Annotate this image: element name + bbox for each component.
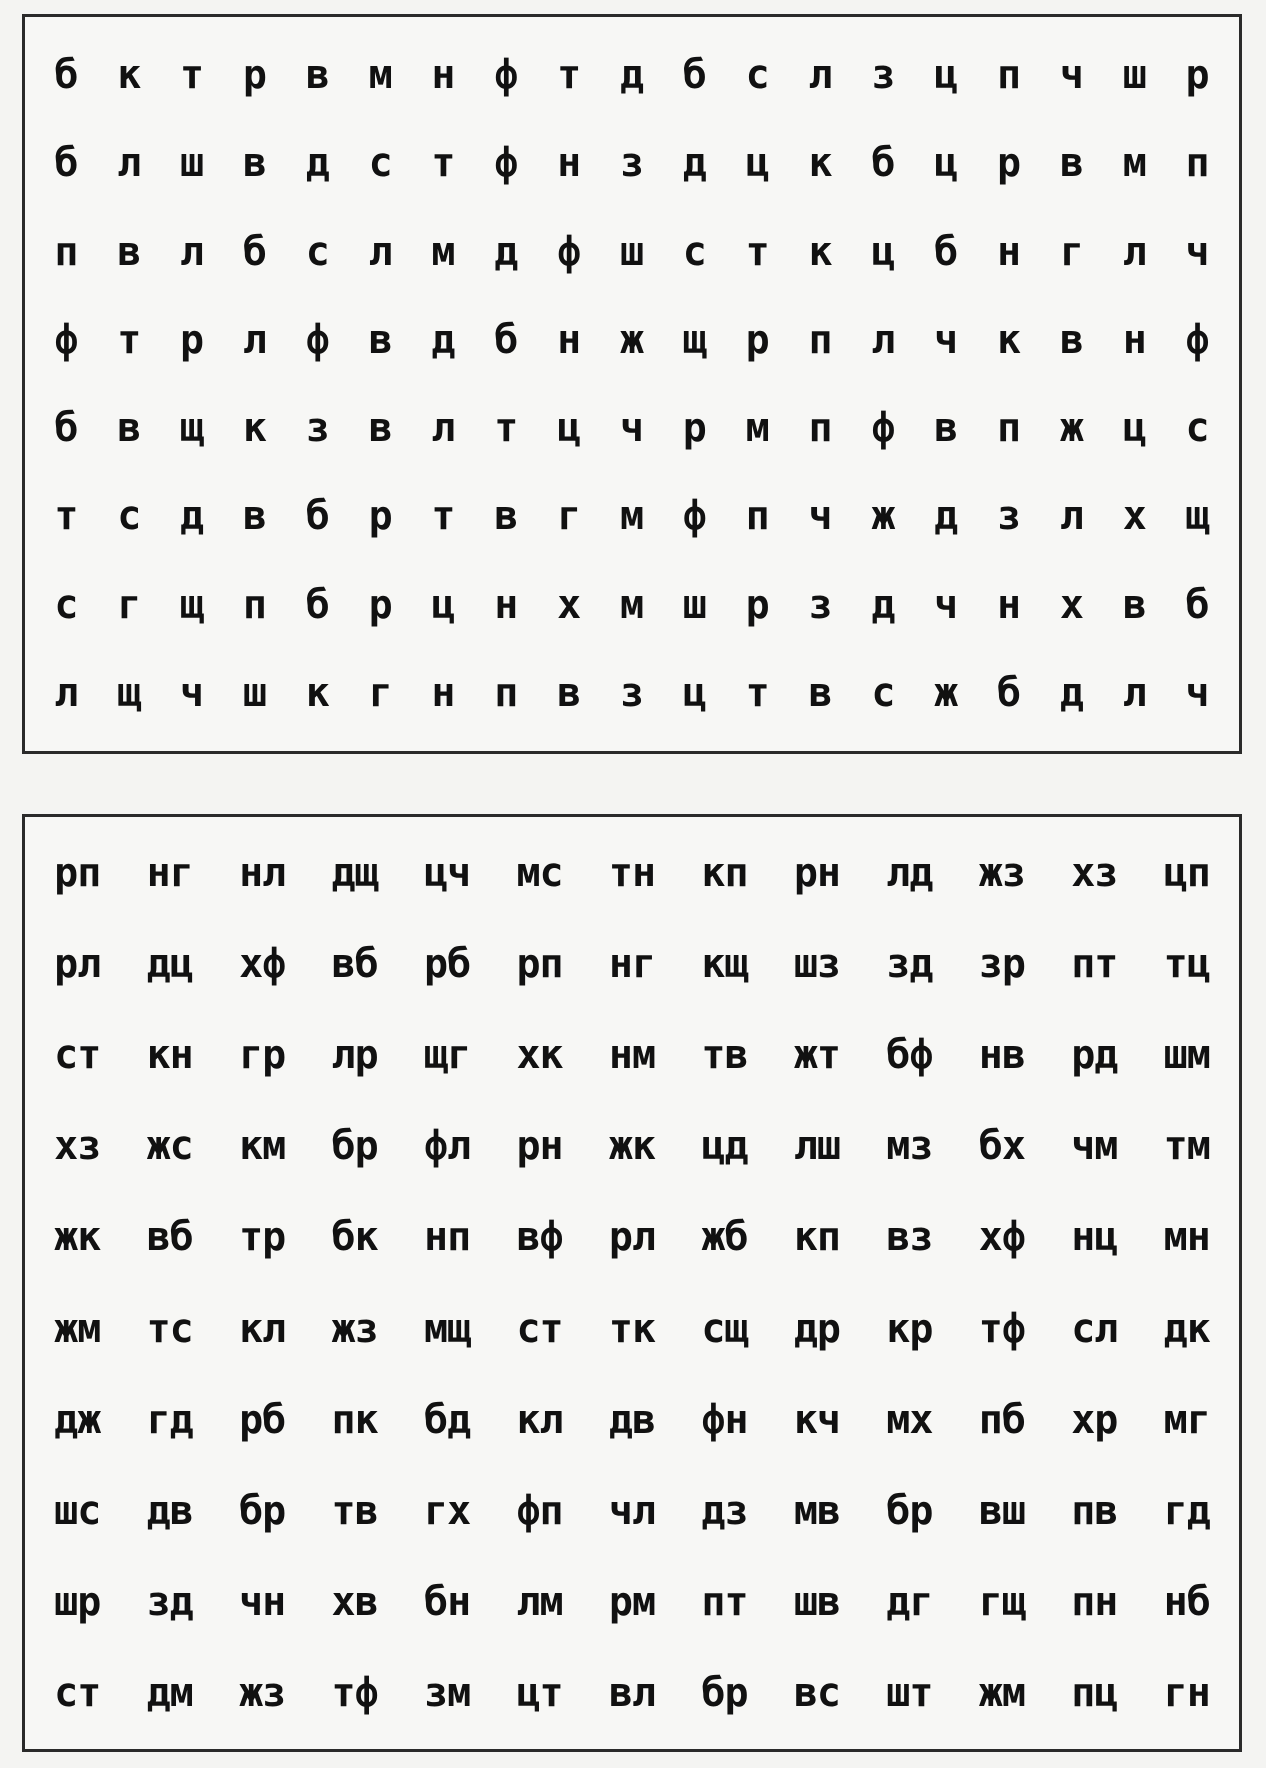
letter-pair-cell: чм — [1071, 1123, 1118, 1170]
letter-pair-cell: км — [239, 1123, 286, 1170]
letter-pair-cell: бр — [701, 1670, 748, 1717]
letter-pair-cell: тв — [331, 1487, 378, 1534]
letter-cell: т — [431, 140, 456, 187]
letter-cell: ф — [494, 52, 519, 99]
letter-cell: д — [180, 493, 205, 540]
letter-pair-cell: шз — [793, 940, 840, 987]
letter-pair-cell: мс — [516, 849, 563, 896]
letter-cell: п — [54, 228, 79, 275]
letter-pair-cell: кч — [793, 1396, 840, 1443]
letter-cell: м — [431, 228, 456, 275]
letter-cell: л — [242, 316, 267, 363]
letter-cell: р — [368, 581, 393, 628]
letter-cell: р — [242, 52, 267, 99]
letter-pair-cell: нп — [423, 1214, 471, 1261]
letter-cell: д — [431, 316, 456, 363]
letter-cell: б — [242, 228, 267, 275]
letter-cell: з — [997, 493, 1022, 540]
letter-pair-cell: дщ — [331, 849, 378, 896]
letter-cell: в — [934, 405, 959, 452]
letter-pair-cell: хз — [1071, 849, 1118, 896]
letter-pair-cell: кл — [516, 1396, 563, 1443]
letter-pair-cell: кн — [146, 1031, 193, 1078]
letter-cell: ч — [1185, 669, 1210, 716]
letter-cell: п — [1185, 140, 1210, 187]
letter-pair-cell: тр — [239, 1214, 286, 1261]
letter-pair-cell: тв — [701, 1031, 748, 1078]
letter-cell: б — [54, 140, 79, 187]
letter-pair-cell: мг — [1163, 1396, 1210, 1443]
letter-cell: г — [557, 493, 582, 540]
letter-pair-cell: хв — [331, 1579, 378, 1626]
letter-pair-cell: дг — [886, 1579, 933, 1626]
letter-pair-cell: чн — [239, 1579, 286, 1626]
letter-pair-cell: жт — [793, 1031, 840, 1078]
letter-pair-cell: зд — [146, 1579, 193, 1626]
letter-pair-cell: вб — [146, 1214, 193, 1261]
letter-cell: ш — [619, 228, 645, 275]
letter-cell: р — [745, 581, 770, 628]
letter-cell: в — [557, 669, 582, 716]
letter-cell: ж — [619, 316, 645, 363]
letter-cell: ф — [494, 140, 519, 187]
letter-cell: б — [934, 228, 959, 275]
letter-cell: л — [54, 669, 79, 716]
letter-cell: ц — [682, 669, 707, 716]
letter-pair-cell: пб — [978, 1396, 1025, 1443]
letter-cell: б — [1185, 581, 1210, 628]
letter-cell: ш — [682, 581, 707, 628]
letter-pair-cell: нл — [239, 849, 286, 896]
letter-pair-cell: нг — [146, 849, 193, 896]
letter-cell: с — [745, 52, 770, 99]
letter-pair-cell: гд — [1163, 1487, 1210, 1534]
letter-pair-cell: цд — [701, 1123, 748, 1170]
letter-cell: ц — [431, 581, 456, 628]
letter-cell: с — [682, 228, 707, 275]
letter-cell: г — [117, 581, 142, 628]
letter-pair-cell: цт — [516, 1670, 563, 1717]
letter-cell: в — [494, 493, 519, 540]
letter-pair-cell: дк — [1163, 1305, 1210, 1352]
letter-pair-cell: пн — [1071, 1579, 1118, 1626]
letter-pair-cell: вз — [886, 1214, 933, 1261]
letter-cell: ц — [871, 228, 896, 275]
letter-pair-cell: ст — [54, 1031, 101, 1078]
letter-cell: з — [808, 581, 833, 628]
letter-cell: р — [682, 405, 707, 452]
letter-pair-cell: фп — [516, 1487, 563, 1534]
letter-cell: щ — [1185, 493, 1210, 540]
letter-cell: н — [494, 581, 519, 628]
letter-cell: ж — [871, 493, 896, 540]
letter-cell: з — [305, 405, 330, 452]
letter-cell: п — [808, 405, 833, 452]
letter-cell: т — [745, 669, 770, 716]
letter-pair-cell: вс — [793, 1670, 840, 1717]
letter-pair-cell: пт — [701, 1579, 748, 1626]
letter-cell: б — [494, 316, 519, 363]
letter-pair-cell: вф — [516, 1214, 563, 1261]
letter-cell: п — [997, 52, 1022, 99]
letter-cell: р — [997, 140, 1022, 187]
letter-pair-cell: мх — [886, 1396, 933, 1443]
letter-cell: х — [557, 581, 582, 628]
letter-cell: с — [1185, 405, 1210, 452]
letter-pair-cell: мщ — [423, 1305, 471, 1352]
letter-pair-cell: кщ — [701, 940, 748, 987]
letter-pair-cell: дв — [146, 1487, 193, 1534]
letter-pair-cell: вл — [608, 1670, 656, 1717]
letter-pair-cell: жм — [978, 1670, 1025, 1717]
letter-cell: в — [117, 228, 142, 275]
letter-cell: в — [242, 493, 267, 540]
letter-cell: ч — [808, 493, 833, 540]
letter-cell: т — [494, 405, 519, 452]
letter-cell: л — [871, 316, 896, 363]
letter-cell: п — [242, 581, 267, 628]
letter-pair-cell: мв — [793, 1487, 840, 1534]
letter-pair-cell: нц — [1071, 1214, 1118, 1261]
letter-cell: з — [619, 140, 645, 187]
letter-cell: л — [1059, 493, 1084, 540]
letter-cell: л — [180, 228, 205, 275]
letter-pair-cell: рн — [516, 1123, 563, 1170]
letter-cell: т — [431, 493, 456, 540]
letter-cell: к — [808, 228, 833, 275]
letter-pair-cell: жз — [331, 1305, 378, 1352]
letter-cell: м — [1122, 140, 1147, 187]
letter-pair-cell: фл — [423, 1123, 471, 1170]
letter-pair-cell: вб — [331, 940, 378, 987]
letter-pair-cell: жк — [54, 1214, 101, 1261]
letter-cell: н — [997, 228, 1022, 275]
letter-cell: х — [1122, 493, 1147, 540]
letter-cell: к — [997, 316, 1022, 363]
letter-pair-cell: сл — [1071, 1305, 1118, 1352]
letter-pair-cell: рл — [608, 1214, 656, 1261]
letter-pair-cell: кп — [701, 849, 748, 896]
letter-cell: к — [808, 140, 833, 187]
letter-grid-panel — [22, 14, 1242, 754]
letter-pair-cell: мн — [1163, 1214, 1210, 1261]
letter-cell: л — [431, 405, 456, 452]
letter-cell: б — [54, 52, 79, 99]
letter-pair-cell: чл — [608, 1487, 656, 1534]
letter-pair-cell: щг — [423, 1031, 471, 1078]
letter-pair-cell: тф — [331, 1670, 378, 1717]
letter-cell: л — [1122, 669, 1147, 716]
letter-cell: ц — [934, 52, 959, 99]
letter-pair-cell: бр — [331, 1123, 378, 1170]
letter-pair-cell: рп — [516, 940, 563, 987]
letter-cell: в — [305, 52, 330, 99]
letter-cell: ф — [54, 316, 79, 363]
letter-pair-cell: гщ — [978, 1579, 1025, 1626]
letter-cell: т — [557, 52, 582, 99]
letter-cell: к — [305, 669, 330, 716]
letter-pair-cell: бн — [423, 1579, 471, 1626]
letter-cell: м — [619, 581, 645, 628]
letter-pair-cell: тк — [608, 1305, 656, 1352]
letter-cell: н — [1122, 316, 1147, 363]
letter-cell: ч — [934, 316, 959, 363]
letter-cell: р — [1185, 52, 1210, 99]
letter-cell: ц — [934, 140, 959, 187]
letter-cell: п — [494, 669, 519, 716]
letter-cell: р — [180, 316, 205, 363]
letter-cell: р — [368, 493, 393, 540]
letter-pair-cell: зм — [423, 1670, 471, 1717]
letter-pair-cell: пц — [1071, 1670, 1118, 1717]
letter-pair-cell: бф — [886, 1031, 933, 1078]
letter-pair-cell: тн — [608, 849, 656, 896]
letter-pair-cell: лм — [516, 1579, 563, 1626]
letter-pair-cell: дж — [54, 1396, 101, 1443]
letter-pair-cell: нм — [608, 1031, 656, 1078]
letter-pair-cell: хф — [239, 940, 286, 987]
letter-pair-cell: пт — [1071, 940, 1118, 987]
letter-cell: т — [180, 52, 205, 99]
letter-pair-cell: шв — [793, 1579, 840, 1626]
letter-cell: щ — [180, 581, 205, 628]
letter-cell: ц — [1122, 405, 1147, 452]
letter-pair-cell: др — [793, 1305, 840, 1352]
letter-pair-cell: хз — [54, 1123, 101, 1170]
letter-cell: б — [305, 493, 330, 540]
letter-cell: ф — [557, 228, 582, 275]
letter-pair-cell: дв — [608, 1396, 656, 1443]
letter-cell: д — [682, 140, 707, 187]
letter-cell: н — [557, 316, 582, 363]
letter-cell: м — [745, 405, 770, 452]
letter-pair-cell: ст — [54, 1670, 101, 1717]
letter-cell: с — [117, 493, 142, 540]
letter-pair-cell: хк — [516, 1031, 563, 1078]
letter-cell: н — [557, 140, 582, 187]
letter-cell: л — [368, 228, 393, 275]
letter-pair-cell: шс — [54, 1487, 101, 1534]
letter-pair-cell: дц — [146, 940, 193, 987]
letter-cell: г — [368, 669, 393, 716]
letter-pair-cell: бд — [423, 1396, 471, 1443]
letter-pair-cell: рд — [1071, 1031, 1118, 1078]
letter-cell: в — [368, 405, 393, 452]
letter-cell: ш — [1122, 52, 1147, 99]
letter-pair-cell: жк — [608, 1123, 656, 1170]
letter-pair-cell: гх — [423, 1487, 471, 1534]
letter-cell: с — [54, 581, 79, 628]
letter-cell: в — [368, 316, 393, 363]
letter-pair-cell: сщ — [701, 1305, 748, 1352]
letter-cell: б — [997, 669, 1022, 716]
letter-pair-cell: шм — [1163, 1031, 1210, 1078]
letter-pair-cell: дз — [701, 1487, 748, 1534]
letter-cell: р — [745, 316, 770, 363]
letter-pair-cell: цч — [423, 849, 471, 896]
letter-pair-cell: жз — [978, 849, 1025, 896]
letter-cell: б — [305, 581, 330, 628]
letter-pair-cell: рл — [54, 940, 101, 987]
letter-pair-cell: цп — [1163, 849, 1210, 896]
letter-pair-cell: жм — [54, 1305, 101, 1352]
letter-cell: ж — [1059, 405, 1084, 452]
letter-pair-cell: гн — [1163, 1670, 1210, 1717]
letter-pair-cell: зд — [886, 940, 933, 987]
letter-pair-cell: тф — [978, 1305, 1025, 1352]
letter-pair-cell: рм — [608, 1579, 656, 1626]
letter-cell: в — [1059, 140, 1084, 187]
letter-pair-cell: жб — [701, 1214, 748, 1261]
letter-pair-cell: рб — [423, 940, 471, 987]
letter-cell: х — [1059, 581, 1084, 628]
letter-cell: в — [1059, 316, 1084, 363]
letter-cell: з — [871, 52, 896, 99]
letter-cell: д — [1059, 669, 1084, 716]
letter-cell: з — [619, 669, 645, 716]
letter-cell: в — [808, 669, 833, 716]
letter-pair-cell: тц — [1163, 940, 1210, 987]
letter-pair-cell: бк — [331, 1214, 378, 1261]
letter-cell: в — [117, 405, 142, 452]
letter-pair-cell: хф — [978, 1214, 1025, 1261]
letter-cell: к — [242, 405, 267, 452]
letter-cell: н — [431, 52, 456, 99]
letter-cell: б — [871, 140, 896, 187]
letter-pair-cell: гд — [146, 1396, 193, 1443]
letter-cell: ц — [745, 140, 770, 187]
letter-pair-cell: гр — [239, 1031, 286, 1078]
letter-cell: в — [1122, 581, 1147, 628]
letter-cell: д — [934, 493, 959, 540]
letter-cell: п — [997, 405, 1022, 452]
letter-cell: л — [1122, 228, 1147, 275]
letter-pair-cell: кр — [886, 1305, 933, 1352]
letter-cell: д — [305, 140, 330, 187]
letter-cell: к — [117, 52, 142, 99]
letter-pair-cell: мз — [886, 1123, 933, 1170]
letter-cell: ч — [1185, 228, 1210, 275]
letter-cell: ч — [1059, 52, 1084, 99]
letter-pair-cell: пв — [1071, 1487, 1118, 1534]
letter-grid — [35, 31, 1229, 737]
letter-pair-cell: кп — [793, 1214, 840, 1261]
letter-cell: в — [242, 140, 267, 187]
letter-pair-cell: лр — [331, 1031, 378, 1078]
letter-pair-cell: кл — [239, 1305, 286, 1352]
letter-pair-cell: жс — [146, 1123, 193, 1170]
letter-pair-cell: пк — [331, 1396, 378, 1443]
letter-cell: щ — [682, 316, 707, 363]
letter-pair-cell: фн — [701, 1396, 748, 1443]
letter-pair-cell: шр — [54, 1579, 101, 1626]
letter-cell: щ — [180, 405, 205, 452]
letter-cell: т — [117, 316, 142, 363]
letter-pair-cell: зр — [978, 940, 1025, 987]
letter-pair-cell: шт — [886, 1670, 933, 1717]
letter-pair-cell: нб — [1163, 1579, 1210, 1626]
letter-cell: с — [871, 669, 896, 716]
letter-pair-cell: тс — [146, 1305, 193, 1352]
letter-pair-cell: лш — [793, 1123, 840, 1170]
letter-pair-grid-panel — [22, 814, 1242, 1752]
letter-cell: б — [682, 52, 707, 99]
letter-cell: г — [1059, 228, 1084, 275]
letter-cell: п — [808, 316, 833, 363]
letter-pair-cell: лд — [886, 849, 933, 896]
letter-cell: л — [117, 140, 142, 187]
letter-pair-cell: жз — [239, 1670, 286, 1717]
letter-pair-cell: рп — [54, 849, 101, 896]
letter-cell: т — [54, 493, 79, 540]
letter-cell: ф — [1185, 316, 1210, 363]
letter-pair-cell: нг — [608, 940, 656, 987]
letter-pair-cell: хр — [1071, 1396, 1118, 1443]
letter-cell: ц — [557, 405, 582, 452]
letter-pair-cell: вш — [978, 1487, 1025, 1534]
letter-pair-cell: бх — [978, 1123, 1025, 1170]
letter-cell: н — [431, 669, 456, 716]
letter-cell: л — [808, 52, 833, 99]
letter-cell: б — [54, 405, 79, 452]
letter-cell: ч — [934, 581, 959, 628]
letter-pair-cell: дм — [146, 1670, 193, 1717]
letter-cell: п — [745, 493, 770, 540]
letter-cell: д — [871, 581, 896, 628]
letter-pair-cell: рн — [793, 849, 840, 896]
letter-cell: н — [997, 581, 1022, 628]
letter-cell: ф — [682, 493, 707, 540]
letter-pair-cell: рб — [239, 1396, 286, 1443]
letter-cell: м — [619, 493, 645, 540]
letter-cell: ш — [180, 140, 205, 187]
letter-cell: д — [619, 52, 645, 99]
letter-cell: ч — [619, 405, 645, 452]
letter-pair-cell: тм — [1163, 1123, 1210, 1170]
letter-pair-cell: ст — [516, 1305, 563, 1352]
letter-cell: ш — [242, 669, 267, 716]
letter-cell: т — [745, 228, 770, 275]
letter-pair-grid — [31, 827, 1233, 1739]
letter-cell: ч — [180, 669, 205, 716]
letter-cell: щ — [117, 669, 142, 716]
letter-cell: с — [368, 140, 393, 187]
letter-cell: д — [494, 228, 519, 275]
letter-pair-cell: бр — [886, 1487, 933, 1534]
letter-cell: ф — [871, 405, 896, 452]
letter-cell: ж — [934, 669, 959, 716]
letter-cell: м — [368, 52, 393, 99]
letter-cell: ф — [305, 316, 330, 363]
letter-pair-cell: нв — [978, 1031, 1025, 1078]
letter-pair-cell: бр — [239, 1487, 286, 1534]
letter-cell: с — [305, 228, 330, 275]
